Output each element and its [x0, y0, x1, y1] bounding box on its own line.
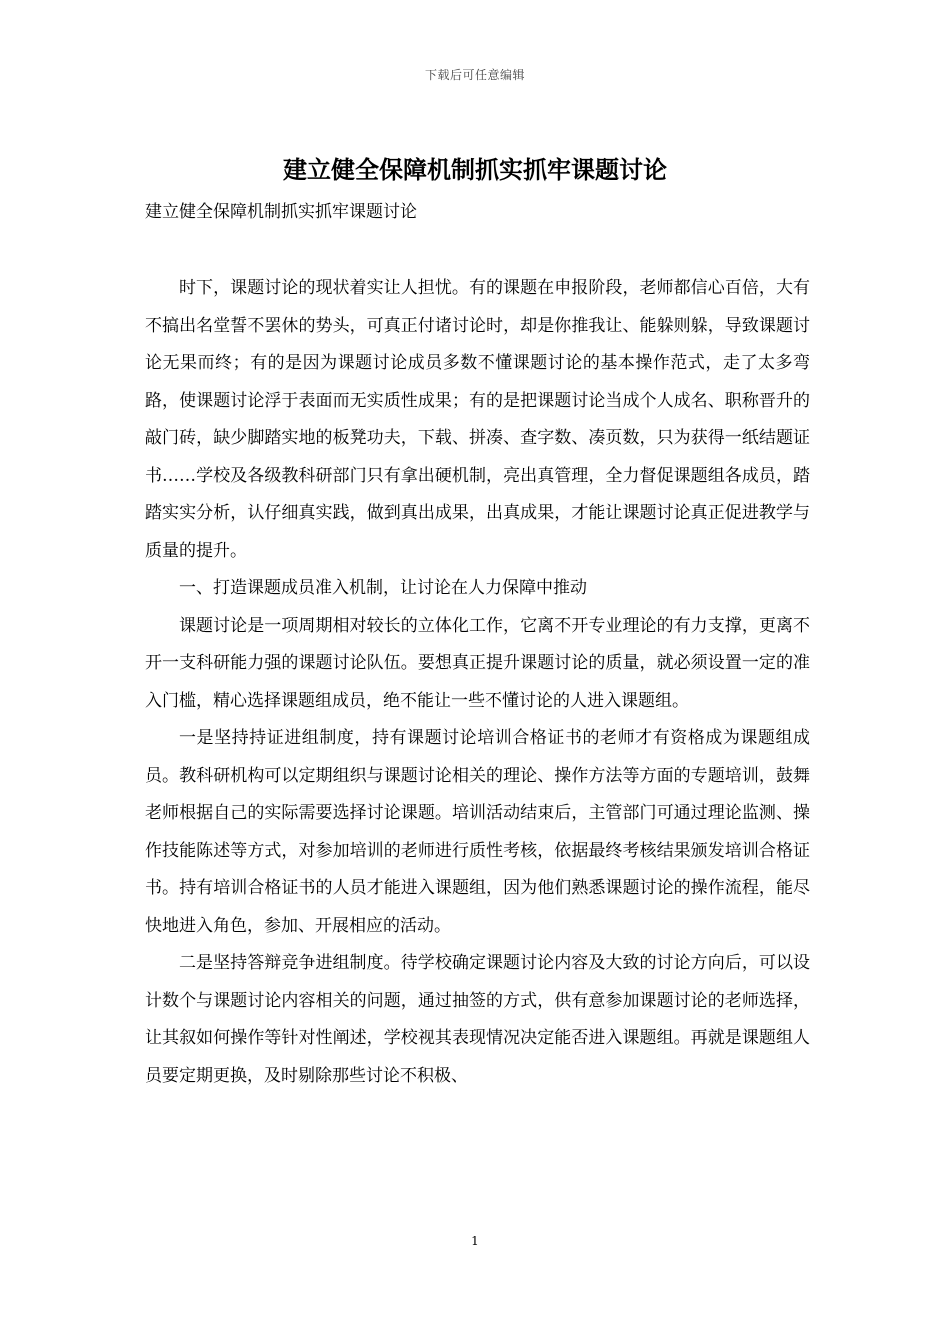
document-body — [145, 270, 810, 1095]
paragraph: 一是坚持持证进组制度，持有课题讨论培训合格证书的老师才有资格成为课题组成员。教科研机构可以定期组织与课题讨论相关的理论、操作方法等方面的专题培训，鼓舞老师根据自己的实际需要选择讨论课题。培训活动结束后，主管部门可通过理论监测、操作技能陈述等方式，对参加培训的老师进行质性考核，依据最终考核结果颁发培训合格证书。持有培训合格证书的人员才能进入课题组，因为他们熟悉课题讨论的操作流程，能尽快地进入角色，参加、开展相应的活动。 — [145, 728, 810, 936]
header-note: 下载后可任意编辑 — [424, 68, 525, 82]
paragraph-intro: 时下，课题讨论的现状着实让人担忧。有的课题在申报阶段，老师都信心百倍，大有不搞出名堂誓不罢休的势头，可真正付诸讨论时，却是你推我让、能躲则躲，导致课题讨论无果而终；有的是因为课题讨论成员多数不懂课题讨论的基本操作范式，走了太多弯路，使课题讨论浮于表面而无实质性成果；有的是把课题讨论当成个人成名、职称晋升的敲门砖，缺少脚踏实地的板凳功夫，下载、拼凑、查字数、凑页数，只为获得一纸结题证书……学校及各级教科研部门只有拿出硬机制，亮出真管理，全力督促课题组各成员，踏踏实实分析，认仔细真实践，做到真出成果，出真成果，才能让课题讨论真正促进教学与质量的提升。 — [145, 278, 810, 561]
page-number: 1 — [471, 1234, 479, 1248]
document-subtitle: 建立健全保障机制抓实抓牢课题讨论 — [145, 202, 417, 222]
section-heading-1: 一、打造课题成员准入机制，让讨论在人力保障中推动 — [179, 578, 587, 598]
paragraph: 二是坚持答辩竞争进组制度。待学校确定课题讨论内容及大致的讨论方向后，可以设计数个与课题讨论内容相关的问题，通过抽签的方式，供有意参加课题讨论的老师选择，让其叙如何操作等针对性阐述，学校视其表现情况决定能否进入课题组。再就是课题组人员要定期更换，及时剔除那些讨论不积极、 — [145, 953, 810, 1086]
document-title: 建立健全保障机制抓实抓牢课题讨论 — [283, 155, 667, 184]
paragraph: 课题讨论是一项周期相对较长的立体化工作，它离不开专业理论的有力支撑，更离不开一支科研能力强的课题讨论队伍。要想真正提升课题讨论的质量，就必须设置一定的准入门槛，精心选择课题组成员，绝不能让一些不懂讨论的人进入课题组。 — [145, 615, 810, 711]
